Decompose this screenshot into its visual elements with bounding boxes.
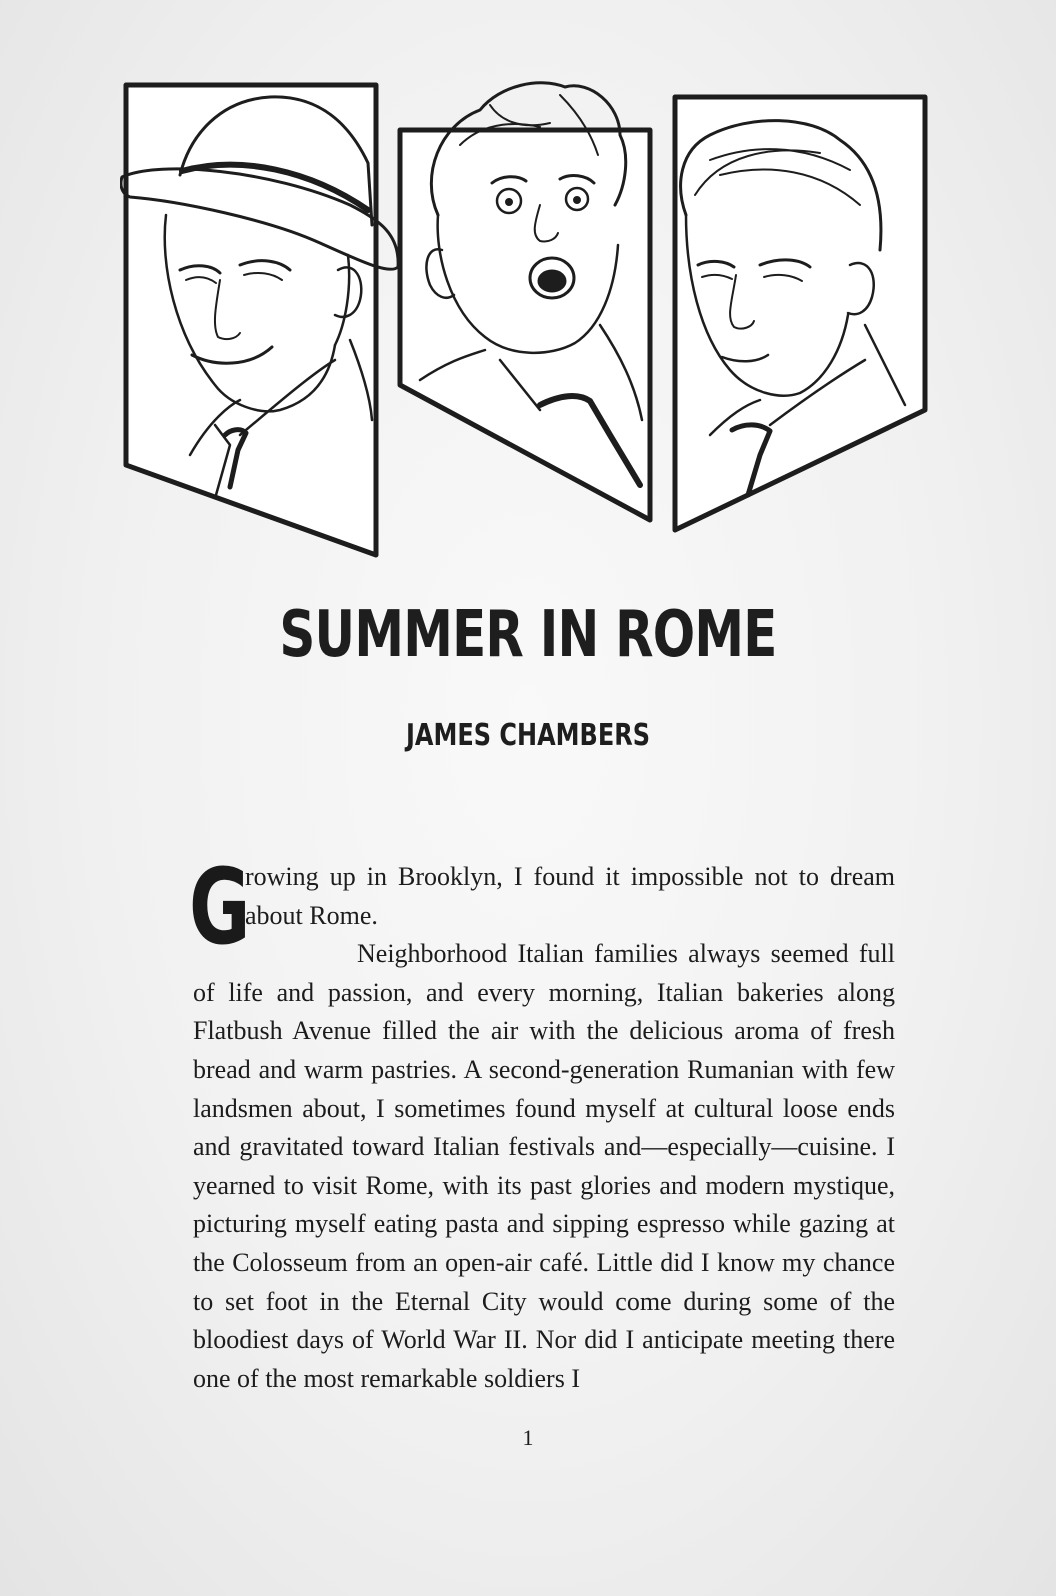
drop-cap: G — [189, 846, 251, 968]
chapter-title: SUMMER IN ROME — [279, 598, 777, 672]
paragraph-2: Neighborhood Italian families always seemed full of life and passion, and every morning, Italian bakeries along Flatbush Avenue filled the air with the delicious aroma of fresh bread and warm pastries. A second-generation Rumanian with few landsmen about, I sometimes found myself at cultural loose ends and gravitated toward Italian festivals and—especially—cuisine. I yearned to visit Rome, with its past glories and modern mystique, picturing myself eating pasta and sipping espresso while gazing at the Colosseum from an open-air café. Little did I know my chance to set foot in the Eternal City would come during some of the bloodiest days of World War II. Nor did I anticipate meeting there one of the most remarkable soldiers I — [193, 939, 895, 1393]
page-number: 1 — [522, 1425, 534, 1450]
body-text — [189, 846, 895, 1398]
portrait-slick-haired-man — [675, 97, 925, 530]
portrait-surprised-man — [400, 83, 650, 520]
paragraph-1-text: rowing up in Brooklyn, I found it impossible not to dream about Rome. — [245, 862, 895, 930]
portrait-fedora-man — [121, 85, 398, 555]
portrait-illustrations — [120, 75, 950, 570]
author-name: JAMES CHAMBERS — [405, 718, 651, 753]
paragraph-1 — [189, 846, 895, 968]
